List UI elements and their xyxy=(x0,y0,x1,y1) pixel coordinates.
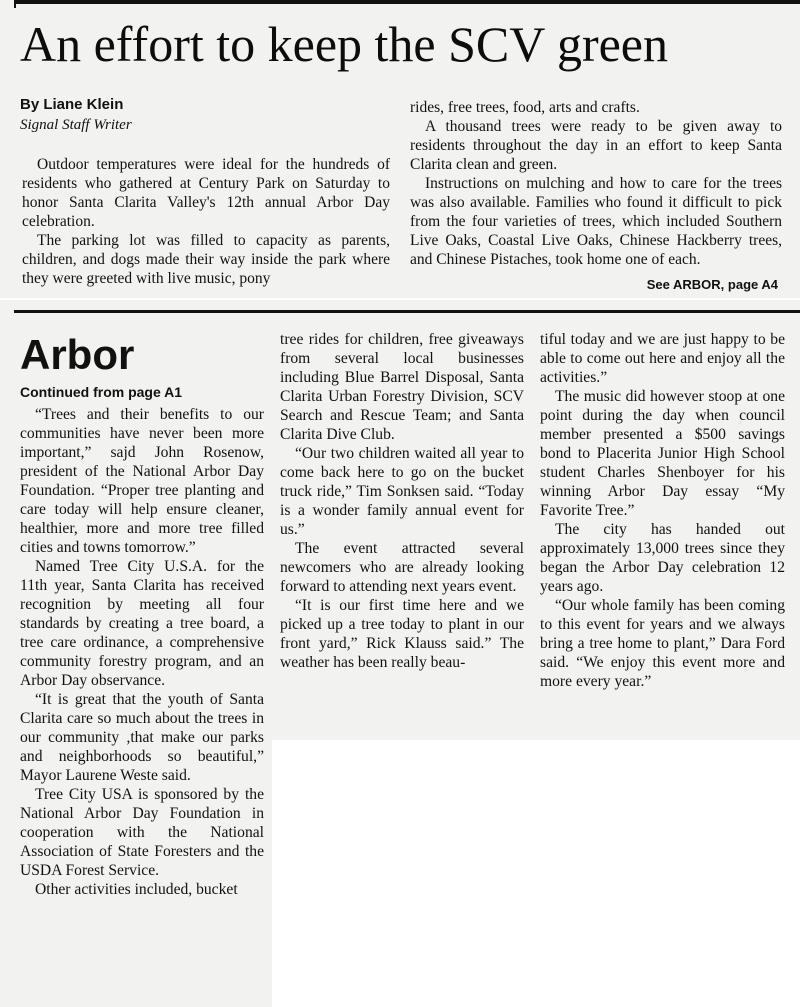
paragraph: Named Tree City U.S.A. for the 11th year, Santa Clarita has received recognition by meeting all four standards by creating a tree board, a tree care ordinance, a comprehensive community forestry program, and an Arbor Day observance. xyxy=(20,558,264,689)
paragraph: The parking lot was filled to capacity as parents, children, and dogs made their way inside the park where they were greeted with live music, pony xyxy=(22,232,390,287)
paragraph: “It is great that the youth of Santa Clarita care so much about the trees in our community ,that make our parks and neighborhoods so beautiful,” Mayor Laurene Weste said. xyxy=(20,691,264,784)
jump-column-2 xyxy=(280,330,524,672)
paragraph: A thousand trees were ready to be given away to residents throughout the day in an effort to keep Santa Clarita clean and green. xyxy=(410,118,782,173)
paragraph: tiful today and we are just happy to be able to come out here and enjoy all the activities.” xyxy=(540,331,785,386)
paragraph: Outdoor temperatures were ideal for the hundreds of residents who gathered at Century Park on Saturday to honor Santa Clarita Valley's 12th annual Arbor Day celebration. xyxy=(22,156,390,230)
paragraph: tree rides for children, free giveaways from several local businesses including Blue Barrel Disposal, Santa Clarita Urban Forestry Division, SCV Search and Rescue Team; and Santa Clarita Dive Club. xyxy=(280,331,524,443)
staff-title: Signal Staff Writer xyxy=(20,117,132,133)
headline: An effort to keep the SCV green xyxy=(20,16,668,72)
paragraph: “It is our first time here and we picked up a tree today to plant in our front yard,” Rick Klauss said.” The weather has been really beau- xyxy=(280,597,524,671)
paragraph: Tree City USA is sponsored by the National Arbor Day Foundation in cooperation with the National Association of State Foresters and the USDA Forest Service. xyxy=(20,786,264,879)
paragraph: “Trees and their benefits to our communities have never been more important,” sajd John Rosenow, president of the National Arbor Day Foundation. “Proper tree planting and care today will help ensure cleaner, healthier, more and more tree filled cities and towns tomorrow.” xyxy=(20,406,264,556)
top-rule xyxy=(14,0,800,4)
article-left-column xyxy=(22,155,390,288)
jump-title: Arbor xyxy=(20,331,135,378)
corner-mark xyxy=(14,0,16,8)
article-clipping xyxy=(0,0,800,298)
article-right-column xyxy=(410,98,782,269)
continued-label: Continued from page A1 xyxy=(20,384,183,400)
jump-reference: See ARBOR, page A4 xyxy=(646,277,778,292)
paragraph: Other activities included, bucket xyxy=(35,881,238,898)
byline: By Liane Klein xyxy=(20,96,124,113)
paragraph: rides, free trees, food, arts and crafts. xyxy=(410,99,640,116)
paragraph: The event attracted several newcomers who are already looking forward to attending next years event. xyxy=(280,540,524,595)
jump-column-1 xyxy=(20,405,264,899)
paragraph: “Our whole family has been coming to this event for years and we always bring a tree home to plant,” Dara Ford said. “We enjoy this event more and more every year.” xyxy=(540,597,785,690)
paragraph: The music did however stoop at one point during the day when council member presented a $500 savings bond to Placerita Junior High School student Charles Shenboyer for his winning Arbor Day essay “My Favorite Tree.” xyxy=(540,388,785,519)
jump-column-3 xyxy=(540,330,785,691)
paragraph: “Our two children waited all year to come back here to go on the bucket truck ride,” Tim Sonksen said. “Today is a wonder family annual event for us.” xyxy=(280,445,524,538)
paragraph: Instructions on mulching and how to care for the trees was also available. Families who found it difficult to pick from the four varieties of trees, which included Southern Live Oaks, Coastal Live Oaks, Chinese Hackberry trees, and Chinese Pistaches, took home one of each. xyxy=(410,175,782,268)
section-rule xyxy=(14,310,800,313)
paragraph: The city has handed out approximately 13,000 trees since they began the Arbor Day celebration 12 years ago. xyxy=(540,521,785,595)
